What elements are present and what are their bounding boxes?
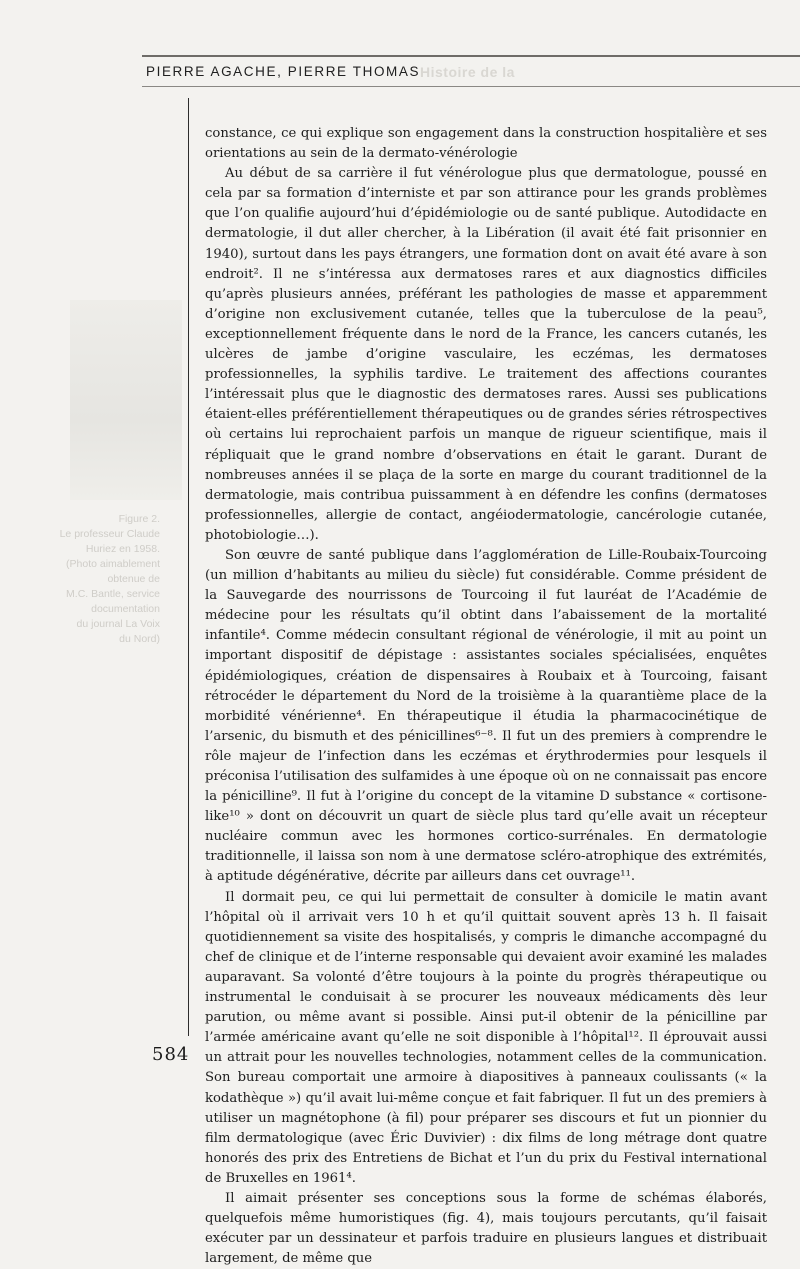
paragraph-continuation: constance, ce qui explique son engagement dans la construction hospitalière et ses orientations au sein de la dermato-vénérologie [205, 126, 767, 162]
figure-caption-bleed-through: Figure 2. Le professeur Claude Huriez en 1958. (Photo aimablement obtenue de M.C. Bantle, service documentation du journal La Voix du Nord) [59, 513, 160, 645]
paragraph: Au début de sa carrière il fut vénérologue plus que dermatologue, poussé en cela par sa formation d’interniste et par son attirance pour les grands problèmes que l’on qualifie aujourd’hui d’épidémiologie ou de santé publique. Autodidacte en dermatologie, il dut aller chercher, à la Libération (il avait été fait prisonnier en 1940), surtout dans les pays étrangers, une formation dont on avait été avare à son endroit². Il ne s’intéressa aux dermatoses rares et aux diagnostics difficiles qu’après plusieurs années, préférant les pathologies de masse et apparemment d’origine non exclusivement cutanée, telles que la tuberculose de la peau⁵, exceptionnellement fréquente dans le nord de la France, les cancers cutanés, les ulcères de jambe d’origine vasculaire, les eczémas, les dermatoses professionnelles, la syphilis tardive. Le traitement des affections courantes l’intéressait plus que le diagnostic des dermatoses rares. Aussi ses publications étaient-elles préférentiellement thérapeutiques ou de grandes séries rétrospectives où certains lui reprochaient parfois un manque de rigueur scientifique, mais il répliquait que le grand nombre d’observations en était le garant. Durant de nombreuses années il se plaça de la sorte en marge du courant traditionnel de la dermatologie, mais contribua puissamment à en défendre les confins (dermatoses professionnelles, allergie de contact, angéiodermatologie, cancérologie cutanée, photobiologie…). [205, 166, 767, 543]
paragraph: Son œuvre de santé publique dans l’agglomération de Lille-Roubaix-Tourcoing (un million d’habitants au milieu du siècle) fut considérable. Comme président de la Sauvegarde des nourrissons de Tourcoing il fut lauréat de l’Académie de médecine pour les résultats qu’il obtint dans l’abaissement de la mortalité infantile⁴. Comme médecin consultant régional de vénérologie, il mit au point un important dispositif de dépistage : assistantes sociales spécialisées, enquêtes épidémiologiques, création de dispensaires à Roubaix et à Tourcoing, faisant rétrocéder le département du Nord de la troisième à la quarantième place de la morbidité vénérienne⁴. En thérapeutique il étudia la pharmacocinétique de l’arsenic, du bismuth et des pénicillines⁶⁻⁸. Il fut un des premiers à comprendre le rôle majeur de l’infection dans les eczémas et érythrodermies pour lesquels il préconisa l’utilisation des sulfamides à une époque où on ne connaissait pas encore la pénicilline⁹. Il fut à l’origine du concept de la vitamine D substance « cortisone-like¹⁰ » dont on découvrit un quart de siècle plus tard qu’elle avait un récepteur nucléaire commun avec les hormones cortico-surrénales. En dermatologie traditionnelle, il laissa son nom à une dermatose scléro-atrophique des extrémités, à aptitude dégénérative, décrite par ailleurs dans cet ouvrage¹¹. [205, 547, 767, 885]
header-rule [142, 55, 800, 57]
header-rule-secondary [142, 86, 800, 87]
paragraph: Il aimait présenter ses conceptions sous la forme de schémas élaborés, quelquefois même humoristiques (fig. 4), mais toujours percutants, qu’il faisait exécuter par un dessinateur et parfois traduire en plusieurs langues et distribuait largement, de même que [205, 1190, 767, 1267]
body-text [205, 124, 767, 1269]
page-number: 584 [152, 1044, 190, 1065]
bleed-through-heading: Histoire de la [420, 64, 515, 80]
paragraph: Il dormait peu, ce qui lui permettait de consulter à domicile le matin avant l’hôpital où il arrivait vers 10 h et qu’il quittait souvent après 13 h. Il faisait quotidiennement sa visite des hospitalisés, y compris le dimanche accompagné du chef de clinique et de l’interne responsable qui devaient avoir examiné les malades auparavant. Sa volonté d’être toujours à la pointe du progrès thérapeutique ou instrumental le conduisait à se procurer les nouveaux médicaments dès leur parution, ou même avant si possible. Ainsi put-il obtenir de la pénicilline par l’armée américaine avant qu’elle ne soit disponible à l’hôpital¹². Il éprouvait aussi un attrait pour les nouvelles technologies, notamment celles de la communication. Son bureau comportait une armoire à diapositives à panneaux coulissants (« la kodathèque ») qu’il avait lui-même conçue et fait fabriquer. Il fut un des premiers à utiliser un magnétophone (à fil) pour préparer ses discours et fut un pionnier du film dermatologique (avec Éric Duvivier) : dix films de long métrage dont quatre honorés des prix des Entretiens de Bichat et l’un du prix du Festival international de Bruxelles en 1961⁴. [205, 889, 767, 1186]
figure-bleed-through [70, 300, 182, 500]
margin-rule [188, 98, 189, 1036]
running-head: PIERRE AGACHE, PIERRE THOMAS [146, 64, 421, 79]
